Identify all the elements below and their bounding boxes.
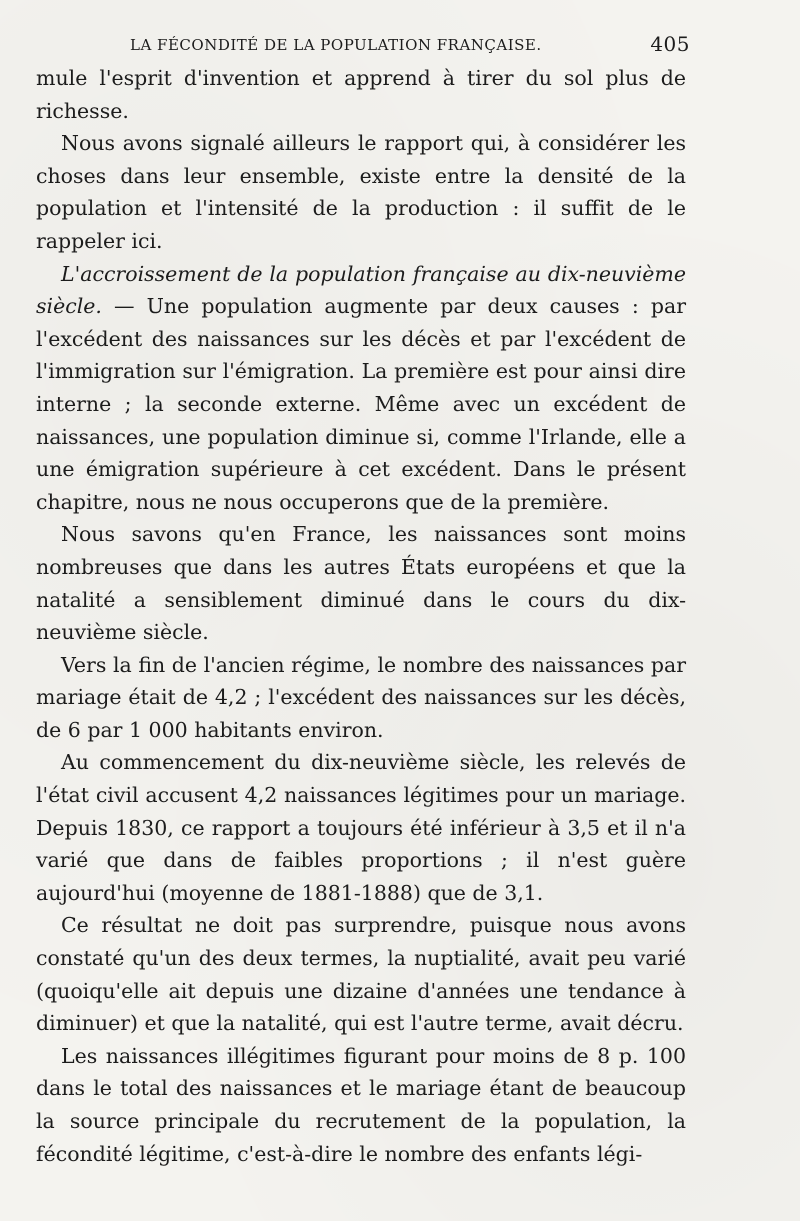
section-intro-text: Une population augmente par deux causes : par l'excédent des naissances sur les décès et par l'excédent de l'immigration sur l'émigration. La première est pour ainsi dire interne ; la seconde externe. Même avec un excédent de naissances, une population diminue si, comme l'Irlande, elle a une émigration supérieure à cet excédent. Dans le présent chapitre, nous ne nous occuperons que de la première.: [36, 294, 686, 514]
paragraph-section-intro: [36, 258, 686, 519]
running-title: LA FÉCONDITÉ DE LA POPULATION FRANÇAISE.: [130, 36, 542, 54]
section-dash: —: [101, 294, 147, 319]
section-title: L'accroissement de la population française au dix-neuvième siècle.: [36, 261, 686, 319]
paragraph-illegitimate-births: Les naissances illégitimes figurant pour moins de 8 p. 100 dans le total des naissances et le mariage étant de beaucoup la source principale du recrutement de la population, la fécondité légitime, c'est-à-dire le nombre des enfants légi-: [36, 1043, 686, 1166]
paragraph-continuation: mule l'esprit d'invention et apprend à tirer du sol plus de richesse.: [36, 66, 686, 123]
page-header: [130, 32, 690, 60]
paragraph-natality: Nous savons qu'en France, les naissances sont moins nombreuses que dans les autres États européens et que la natalité a sensiblement diminué dans le cours du dix-neuvième siècle.: [36, 522, 686, 645]
body-text: [36, 62, 686, 1170]
paragraph-ancien-regime: Vers la fin de l'ancien régime, le nombre des naissances par mariage était de 4,2 ; l'excédent des naissances sur les décès, de 6 par 1 000 habitants environ.: [36, 652, 686, 742]
paragraph-nineteenth-century: Au commencement du dix-neuvième siècle, les relevés de l'état civil accusent 4,2 naissances légitimes pour un mariage. Depuis 1830, ce rapport a toujours été inférieur à 3,5 et il n'a varié que dans de faibles proportions ; il n'est guère aujourd'hui (moyenne de 1881-1888) que de 3,1.: [36, 750, 686, 905]
paragraph-result: Ce résultat ne doit pas surprendre, puisque nous avons constaté qu'un des deux termes, la nuptialité, avait peu varié (quoiqu'elle ait depuis une dizaine d'années une tendance à diminuer) et que la natalité, qui est l'autre terme, avait décru.: [36, 913, 686, 1036]
paragraph-density: Nous avons signalé ailleurs le rapport qui, à considérer les choses dans leur ensemble, existe entre la densité de la population et l'intensité de la production : il suffit de le rappeler ici.: [36, 131, 686, 253]
page-number: 405: [650, 32, 690, 56]
